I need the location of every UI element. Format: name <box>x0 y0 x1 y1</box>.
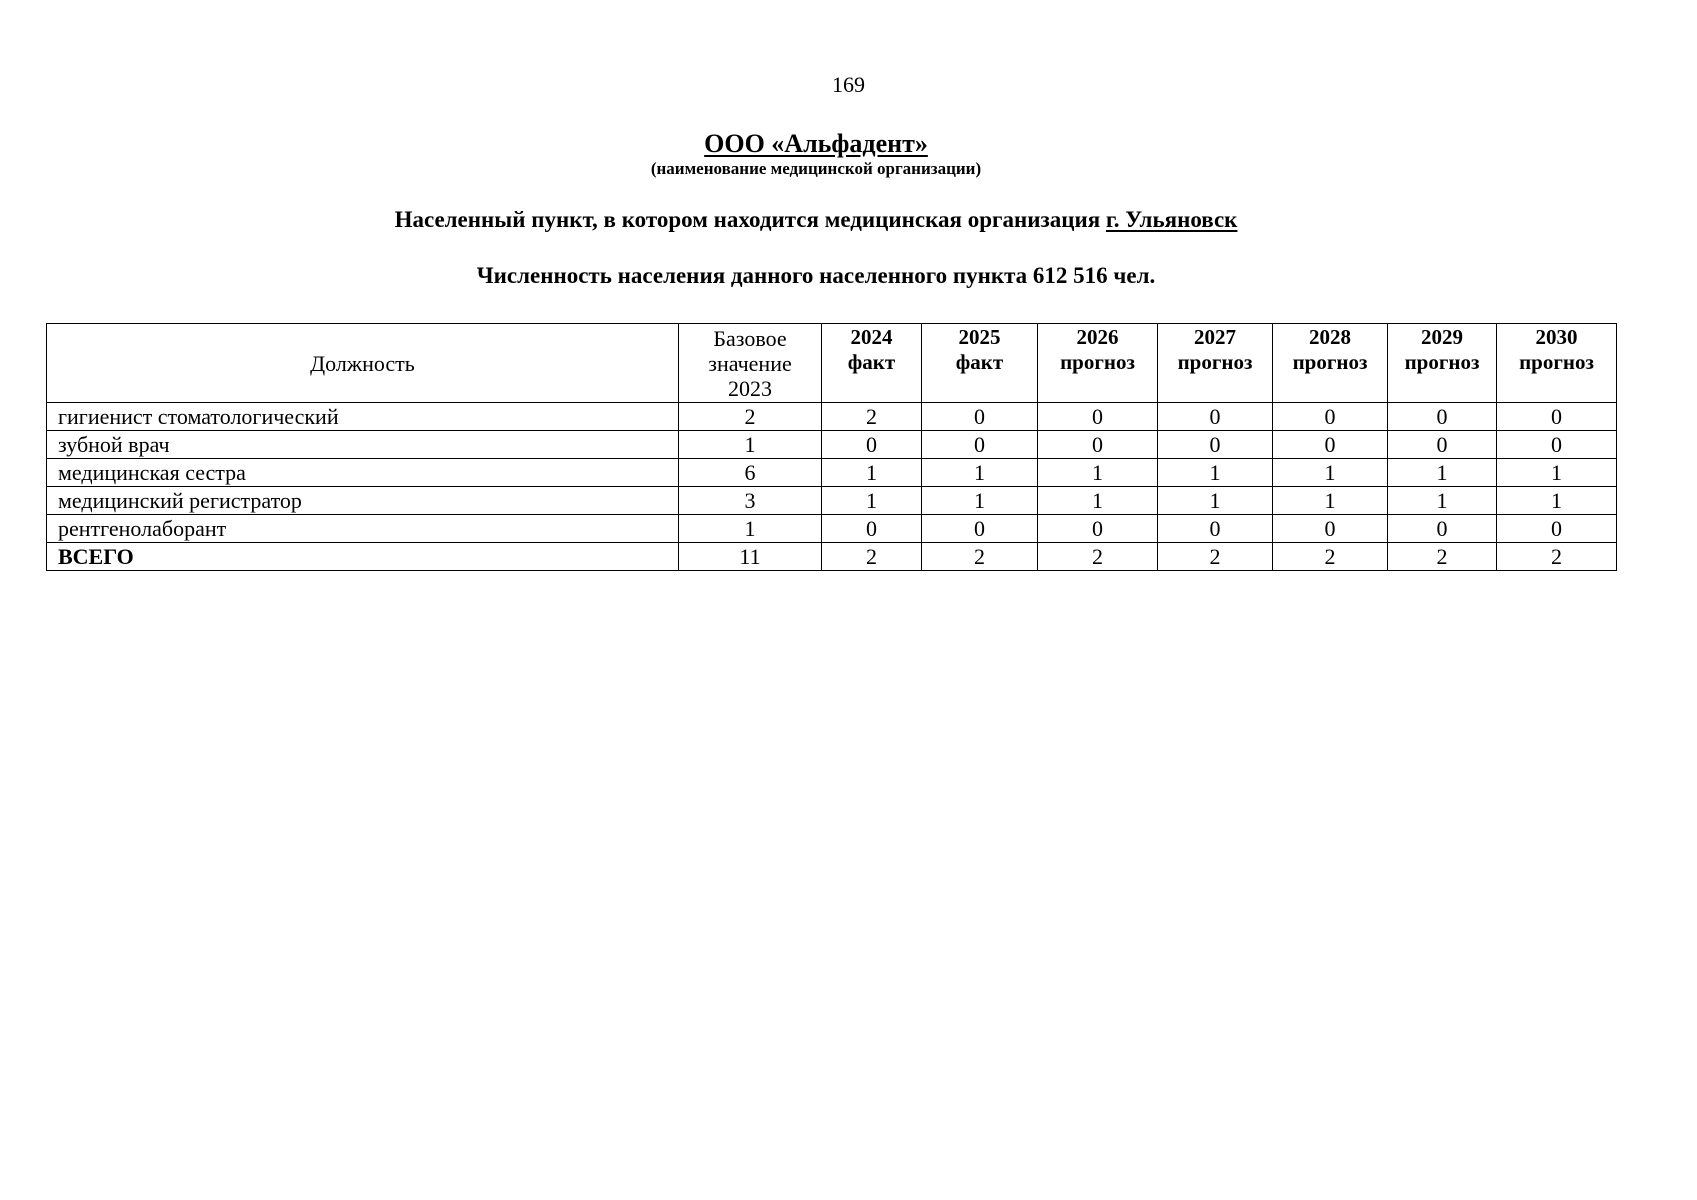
value-cell: 0 <box>1273 403 1388 431</box>
year-kind: факт <box>847 350 896 374</box>
total-cell: 11 <box>679 543 822 571</box>
table-row <box>47 487 1617 515</box>
page-number: 169 <box>832 72 865 97</box>
position-cell: медицинский регистратор <box>47 487 679 515</box>
value-cell: 0 <box>1273 515 1388 543</box>
value-cell: 2 <box>822 403 922 431</box>
base-header-line: 2023 <box>728 375 772 401</box>
year-label: 2025 <box>958 325 1001 349</box>
year-header <box>1273 324 1388 403</box>
value-cell: 1 <box>1038 459 1158 487</box>
value-cell: 2 <box>679 403 822 431</box>
table-row <box>47 431 1617 459</box>
locality-label: Населенный пункт, в котором находится медицинская организация <box>394 207 1101 232</box>
value-cell: 0 <box>1273 431 1388 459</box>
value-cell: 0 <box>1158 403 1273 431</box>
value-cell: 0 <box>1158 515 1273 543</box>
total-label: ВСЕГО <box>47 543 679 571</box>
year-label: 2030 <box>1535 325 1578 349</box>
year-kind: прогноз <box>1519 350 1594 374</box>
locality-line <box>0 207 1632 233</box>
position-cell: медицинская сестра <box>47 459 679 487</box>
year-kind: прогноз <box>1177 350 1253 374</box>
position-header: Должность <box>47 324 679 403</box>
value-cell: 1 <box>1497 459 1617 487</box>
table-row <box>47 403 1617 431</box>
value-cell: 1 <box>922 487 1038 515</box>
value-cell: 0 <box>822 515 922 543</box>
year-label: 2026 <box>1076 325 1119 349</box>
value-cell: 1 <box>1273 487 1388 515</box>
year-kind: прогноз <box>1404 350 1480 374</box>
year-header <box>1158 324 1273 403</box>
value-cell: 1 <box>1038 487 1158 515</box>
value-cell: 1 <box>679 515 822 543</box>
table-row <box>47 459 1617 487</box>
value-cell: 1 <box>1388 459 1497 487</box>
value-cell: 0 <box>1497 431 1617 459</box>
year-header <box>822 324 922 403</box>
value-cell: 0 <box>922 403 1038 431</box>
value-cell: 3 <box>679 487 822 515</box>
value-cell: 0 <box>1038 403 1158 431</box>
base-value-header <box>679 324 822 403</box>
year-header <box>1038 324 1158 403</box>
value-cell: 1 <box>1388 487 1497 515</box>
value-cell: 1 <box>1158 459 1273 487</box>
value-cell: 1 <box>679 431 822 459</box>
value-cell: 1 <box>922 459 1038 487</box>
total-cell: 2 <box>1038 543 1158 571</box>
base-header-line: значение <box>708 350 792 376</box>
value-cell: 1 <box>1273 459 1388 487</box>
value-cell: 0 <box>1388 431 1497 459</box>
year-kind: прогноз <box>1292 350 1368 374</box>
total-cell: 2 <box>822 543 922 571</box>
population-line: Численность населения данного населенного пункта 612 516 чел. <box>476 263 1156 288</box>
value-cell: 0 <box>1388 515 1497 543</box>
year-label: 2028 <box>1309 325 1351 349</box>
value-cell: 1 <box>822 459 922 487</box>
value-cell: 0 <box>922 515 1038 543</box>
locality-value: г. Ульяновск <box>1105 207 1238 232</box>
year-kind: факт <box>955 350 1004 374</box>
total-cell: 2 <box>1388 543 1497 571</box>
organization-caption: (наименование медицинской организации) <box>650 159 982 178</box>
total-cell: 2 <box>1273 543 1388 571</box>
base-header-line: Базовое <box>713 325 787 351</box>
year-label: 2024 <box>850 325 893 349</box>
year-header <box>1497 324 1617 403</box>
year-header <box>1388 324 1497 403</box>
position-cell: рентгенолаборант <box>47 515 679 543</box>
total-row <box>47 543 1617 571</box>
table-header-row <box>47 324 1617 403</box>
value-cell: 0 <box>1388 403 1497 431</box>
position-cell: зубной врач <box>47 431 679 459</box>
value-cell: 0 <box>1497 403 1617 431</box>
value-cell: 0 <box>822 431 922 459</box>
value-cell: 0 <box>922 431 1038 459</box>
value-cell: 1 <box>1158 487 1273 515</box>
value-cell: 6 <box>679 459 822 487</box>
organization-block <box>0 129 1632 179</box>
value-cell: 0 <box>1038 431 1158 459</box>
total-cell: 2 <box>1497 543 1617 571</box>
value-cell: 0 <box>1158 431 1273 459</box>
year-header <box>922 324 1038 403</box>
table-row <box>47 515 1617 543</box>
value-cell: 1 <box>822 487 922 515</box>
year-label: 2029 <box>1421 325 1463 349</box>
year-kind: прогноз <box>1060 350 1135 374</box>
staff-table <box>46 323 1617 571</box>
value-cell: 0 <box>1497 515 1617 543</box>
value-cell: 0 <box>1038 515 1158 543</box>
total-cell: 2 <box>922 543 1038 571</box>
organization-name: ООО «Альфадент» <box>704 129 928 158</box>
total-cell: 2 <box>1158 543 1273 571</box>
position-cell: гигиенист стоматологический <box>47 403 679 431</box>
value-cell: 1 <box>1497 487 1617 515</box>
year-label: 2027 <box>1194 325 1236 349</box>
